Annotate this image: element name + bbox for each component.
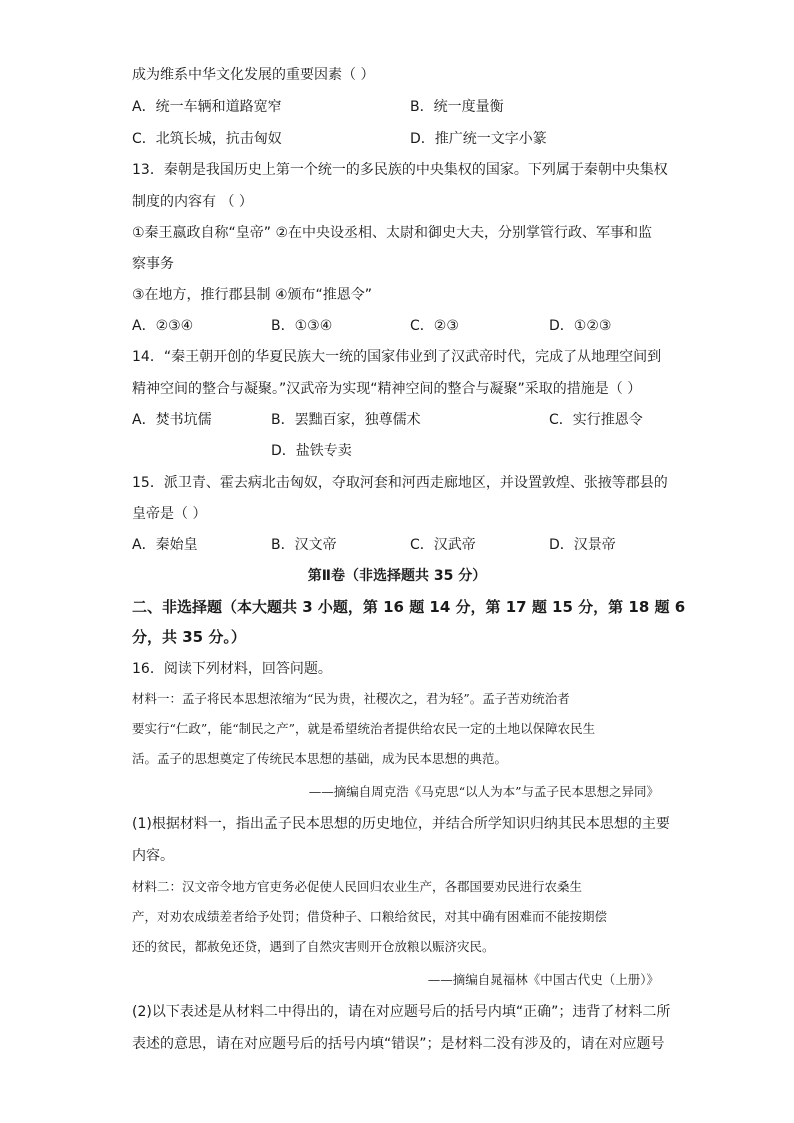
q16-question2-line1: (2)以下表述是从材料二中得出的，请在对应题号后的括号内填“正确”；违背了材料二所 — [132, 1004, 671, 1020]
q12-stem-tail: 成为维系中华文化发展的重要因素（ ） — [132, 67, 375, 83]
q12-option-b: B．统一度量衡 — [410, 99, 504, 115]
q16-material2-line1: 材料二：汉文帝令地方官吏务必促使人民回归农业生产，各郡国要劝民进行农桑生 — [132, 879, 583, 894]
q16-question2-line2: 表述的意思，请在对应题号后的括号内填“错误”；是材料二没有涉及的，请在对应题号 — [132, 1036, 665, 1052]
part2-title: 第Ⅱ卷（非选择题共 35 分） — [307, 568, 487, 584]
q13-item-line2: 察事务 — [132, 256, 174, 272]
q15-option-d: D．汉景帝 — [549, 537, 616, 553]
part2-heading-line2: 分，共 35 分。） — [132, 628, 246, 646]
q16-source2: ——摘编自晁福林《中国古代史（上册）》 — [427, 972, 659, 987]
q16-material1-line1: 材料一：孟子将民本思想浓缩为“民为贵，社稷次之，君为轻”。孟子苦劝统治者 — [132, 691, 570, 706]
q14-option-b: B．罢黜百家，独尊儒术 — [271, 412, 421, 428]
q16-question1-line2: 内容。 — [132, 848, 174, 864]
q16-source1: ——摘编自周克浩《马克思“以人为本”与孟子民本思想之异同》 — [308, 784, 659, 799]
q16-material1-line2: 要实行“仁政”，能“制民之产”，就是希望统治者提供给农民一定的土地以保障农民生 — [132, 721, 596, 736]
q13-item-line1: ①秦王嬴政自称“皇帝” ②在中央设丞相、太尉和御史大夫，分别掌管行政、军事和监 — [132, 225, 653, 241]
q15-option-c: C．汉武帝 — [410, 537, 476, 553]
q14-option-a: A．焚书坑儒 — [132, 412, 212, 428]
q15-option-a: A．秦始皇 — [132, 537, 198, 553]
q16-question1-line1: (1)根据材料一，指出孟子民本思想的历史地位，并结合所学知识归纳其民本思想的主要 — [132, 816, 670, 832]
q12-option-a: A．统一车辆和道路宽窄 — [132, 99, 282, 115]
q16-material1-line3: 活。孟子的思想奠定了传统民本思想的基础，成为民本思想的典范。 — [132, 751, 508, 766]
q13-option-c: C．②③ — [410, 318, 459, 334]
q14-stem-line2: 精神空间的整合与凝聚。”汉武帝为实现“精神空间的整合与凝聚”采取的措施是（ ） — [132, 381, 642, 397]
q16-material2-line2: 产，对劝农成绩差者给予处罚；借贷种子、口粮给贫民，对其中确有困难而不能按期偿 — [132, 909, 608, 924]
q13-option-d: D．①②③ — [549, 318, 612, 334]
q15-stem-line1: 15．派卫青、霍去病北击匈奴，夺取河套和河西走廊地区，并设置敦煌、张掖等郡县的 — [132, 475, 668, 491]
q13-stem-line1: 13．秦朝是我国历史上第一个统一的多民族的中央集权的国家。下列属于秦朝中央集权 — [132, 162, 668, 178]
q16-material2-line3: 还的贫民，都赦免还贷，遇到了自然灾害则开仓放粮以赈济灾民。 — [132, 939, 495, 954]
q14-option-d: D．盐铁专卖 — [271, 443, 352, 459]
q13-option-a: A．②③④ — [132, 318, 194, 334]
q15-stem-line2: 皇帝是（ ） — [132, 506, 207, 522]
q12-option-d: D．推广统一文字小篆 — [410, 131, 547, 147]
q12-option-c: C．北筑长城，抗击匈奴 — [132, 131, 282, 147]
q15-option-b: B．汉文帝 — [271, 537, 337, 553]
q13-option-b: B．①③④ — [271, 318, 333, 334]
part2-heading-line1: 二、非选择题（本大题共 3 小题，第 16 题 14 分，第 17 题 15 分，第 18 题 6 — [132, 598, 686, 616]
q13-stem-line2: 制度的内容有 （ ） — [132, 194, 253, 210]
q14-option-c: C．实行推恩令 — [549, 412, 643, 428]
q16-stem: 16．阅读下列材料，回答问题。 — [132, 661, 332, 677]
q13-item-line3: ③在地方，推行郡县制 ④颁布“推恩令” — [132, 287, 373, 303]
q14-stem-line1: 14．“秦王朝开创的华夏民族大一统的国家伟业到了汉武帝时代，完成了从地理空间到 — [132, 349, 662, 365]
